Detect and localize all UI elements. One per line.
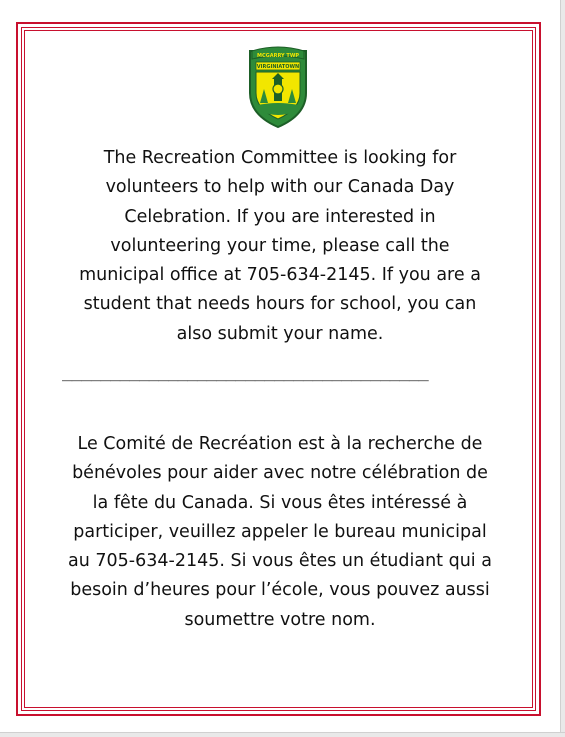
page-edge-bottom — [0, 732, 565, 737]
township-crest-logo — [246, 45, 310, 129]
separator-line: ______________________________________ — [62, 362, 429, 382]
english-announcement: The Recreation Committee is looking for volunteers to help with our Canada Day Celebration. If you are interested in volunteering your time, please call the municipal office at 705-634-2145. If you are a student that needs hours for school, you can also submit your name. — [79, 148, 481, 344]
crest-banner-bottom: VIRGINIATOWN — [256, 64, 300, 70]
french-announcement: Le Comité de Recréation est à la recherche de bénévoles pour aider avec notre célébration de la fête du Canada. Si vous êtes intéressé à participer, veuillez appeler le bureau municipal au 705-634-2145. Si vous êtes un étudiant qui a besoin d’heures pour l’école, vous pouvez aussi soumettre votre nom. — [68, 434, 492, 630]
page-edge-right — [560, 0, 565, 737]
crest-banner-top: MCGARRY TWP — [257, 53, 299, 59]
